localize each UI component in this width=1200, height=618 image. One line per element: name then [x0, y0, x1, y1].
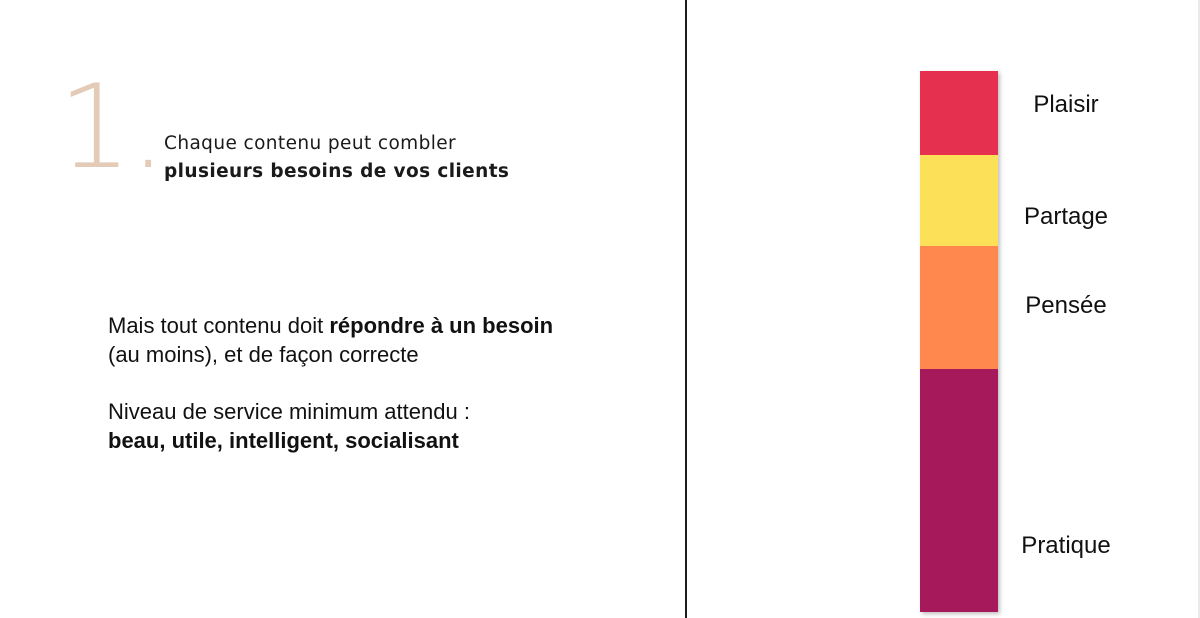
- segment-pratique: [920, 369, 998, 612]
- segment-plaisir: [920, 71, 998, 155]
- step-number: 1.: [58, 60, 165, 195]
- body-p1-text: Mais tout contenu doit: [108, 313, 330, 338]
- label-plaisir: Plaisir: [1033, 91, 1099, 118]
- vertical-divider: [685, 0, 687, 618]
- label-partage: Partage: [1023, 203, 1109, 230]
- body-text: [108, 311, 553, 455]
- body-p1-emphasis: répondre à un besoin: [329, 313, 554, 338]
- segment-partage: [920, 155, 998, 246]
- label-pense: Pensée: [1025, 292, 1107, 319]
- body-p2-emphasis: beau, utile, intelligent, socialisant: [108, 428, 459, 453]
- label-pratique: Pratique: [1021, 532, 1111, 559]
- body-paragraph-1: [108, 311, 553, 340]
- body-p1-line-2: (au moins), et de façon correcte: [108, 342, 419, 367]
- intro-line-2: plusieurs besoins de vos clients: [164, 161, 510, 182]
- intro-text: [164, 130, 509, 186]
- segment-pense: [920, 246, 998, 369]
- needs-stacked-bar: [920, 71, 998, 612]
- body-paragraph-2: Niveau de service minimum attendu :: [108, 399, 470, 424]
- intro-line-1: Chaque contenu peut combler: [164, 133, 457, 154]
